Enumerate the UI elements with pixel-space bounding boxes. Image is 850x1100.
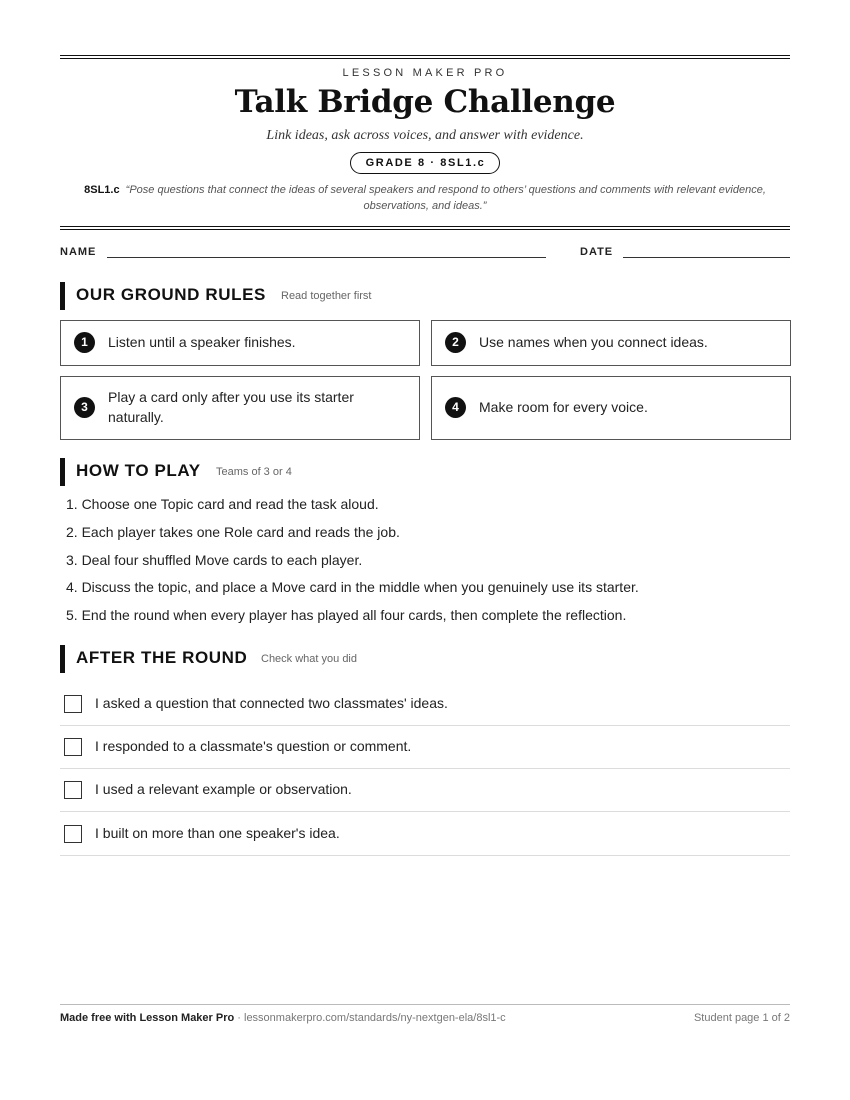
grade-badge-wrap bbox=[60, 152, 790, 174]
reflection-item-4 bbox=[60, 813, 790, 856]
section-bar bbox=[60, 645, 65, 673]
page-subtitle: Link ideas, ask across voices, and answer with evidence. bbox=[266, 128, 584, 143]
footer-made-by: Made free with Lesson Maker Pro bbox=[60, 1012, 235, 1024]
reflection-checkbox[interactable] bbox=[64, 695, 82, 713]
header-top-rule bbox=[60, 55, 790, 59]
reflection-checkbox[interactable] bbox=[64, 738, 82, 756]
footer-credit bbox=[60, 1012, 506, 1024]
step-item: 4. Discuss the topic, and place a Move card in the middle when you genuinely use its starter. bbox=[66, 579, 639, 596]
reflection-checkbox[interactable] bbox=[64, 781, 82, 799]
step-item: 5. End the round when every player has played all four cards, then complete the reflection. bbox=[66, 607, 627, 624]
footer-page-number: Student page 1 of 2 bbox=[693, 1012, 790, 1024]
section-bar bbox=[60, 282, 65, 310]
reflection-label: I used a relevant example or observation. bbox=[95, 781, 352, 797]
date-label: DATE bbox=[580, 246, 614, 258]
step-item: 2. Each player takes one Role card and reads the job. bbox=[66, 523, 400, 540]
section-bar bbox=[60, 458, 65, 486]
rule-number-badge: 4 bbox=[445, 397, 466, 418]
how-to-play-steps bbox=[66, 494, 786, 633]
step-item: 3. Deal four shuffled Move cards to each player. bbox=[66, 551, 363, 568]
date-field[interactable] bbox=[623, 257, 790, 258]
reflection-checkbox[interactable] bbox=[64, 825, 82, 843]
page-title: Talk Bridge Challenge bbox=[234, 84, 616, 120]
after-round-heading bbox=[60, 645, 790, 673]
rule-number-badge: 1 bbox=[74, 332, 95, 353]
name-label: NAME bbox=[60, 246, 97, 258]
section-note: Teams of 3 or 4 bbox=[216, 466, 292, 478]
footer-rule bbox=[60, 1004, 790, 1005]
standard-code: 8SL1.c bbox=[84, 184, 120, 196]
name-field[interactable] bbox=[107, 257, 546, 258]
name-date-row bbox=[60, 246, 790, 262]
reflection-item-1 bbox=[60, 683, 790, 726]
reflection-item-2 bbox=[60, 726, 790, 769]
worksheet-page bbox=[60, 0, 790, 1100]
section-title: AFTER THE ROUND bbox=[76, 648, 248, 667]
section-note: Check what you did bbox=[261, 653, 357, 665]
section-title: HOW TO PLAY bbox=[76, 461, 201, 480]
rule-text: Make room for every voice. bbox=[479, 399, 648, 415]
footer-url: · lessonmakerpro.com/standards/ny-nextgen-ela/8sl1-c bbox=[234, 1012, 506, 1024]
ground-rules-heading bbox=[60, 282, 790, 310]
rule-number-badge: 3 bbox=[74, 397, 95, 418]
rule-text: Play a card only after you use its starter naturally. bbox=[108, 389, 354, 425]
ground-rule-card-3 bbox=[60, 376, 420, 440]
ground-rule-card-2 bbox=[431, 320, 791, 366]
standard-description bbox=[70, 182, 780, 214]
header-bottom-rule bbox=[60, 226, 790, 230]
standard-text: “Pose questions that connect the ideas of several speakers and respond to others’ questions and comments with relevant evidence, observations, and ideas.” bbox=[125, 184, 766, 212]
grade-badge: GRADE 8 · 8SL1.c bbox=[350, 152, 501, 174]
rule-text: Listen until a speaker finishes. bbox=[108, 334, 296, 350]
how-to-play-heading bbox=[60, 458, 790, 486]
rule-text: Use names when you connect ideas. bbox=[479, 334, 708, 350]
reflection-label: I responded to a classmate's question or comment. bbox=[95, 738, 412, 754]
step-item: 1. Choose one Topic card and read the task aloud. bbox=[66, 496, 379, 512]
reflection-label: I asked a question that connected two classmates' ideas. bbox=[95, 695, 448, 711]
section-note: Read together first bbox=[281, 290, 372, 302]
ground-rule-card-1 bbox=[60, 320, 420, 366]
section-title: OUR GROUND RULES bbox=[76, 285, 266, 304]
brand-name: LESSON MAKER PRO bbox=[342, 67, 508, 79]
ground-rule-card-4 bbox=[431, 376, 791, 440]
reflection-label: I built on more than one speaker's idea. bbox=[95, 825, 340, 841]
rule-number-badge: 2 bbox=[445, 332, 466, 353]
reflection-item-3 bbox=[60, 769, 790, 812]
